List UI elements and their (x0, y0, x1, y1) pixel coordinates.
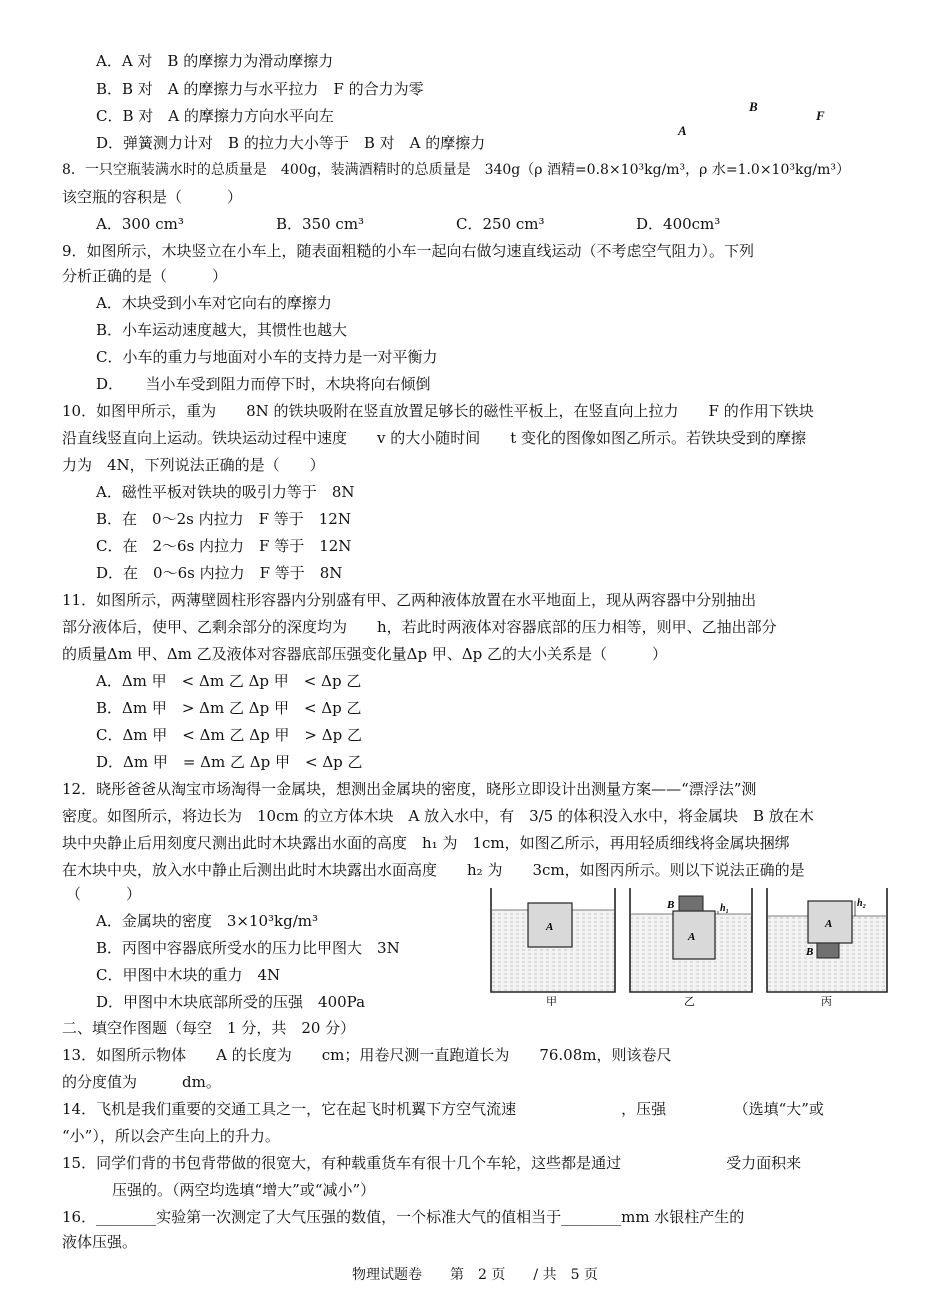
q10-option-a: A．磁性平板对铁块的吸引力等于 8N (96, 483, 355, 501)
q9-option-c: C．小车的重力与地面对小车的支持力是一对平衡力 (96, 348, 438, 366)
q7-option-b: B．B 对 A 的摩擦力与水平拉力 F 的合力为零 (96, 80, 424, 98)
label-b-yi: B (667, 899, 675, 911)
container-bing (767, 888, 887, 992)
label-b-bing: B (806, 946, 814, 958)
q11-option-a: A．Δm 甲 < Δm 乙 Δp 甲 < Δp 乙 (96, 672, 362, 690)
q7-option-a: A．A 对 B 的摩擦力为滑动摩擦力 (96, 52, 334, 70)
label-h1: h₁ (720, 903, 730, 914)
q10-stem-line3: 力为 4N，下列说法正确的是（ ） (62, 456, 325, 474)
q11-stem-line1: 11．如图所示，两薄壁圆柱形容器内分别盛有甲、乙两种液体放置在水平地面上，现从两容器中分别抽出 (62, 591, 757, 609)
q16-stem-line2: 液体压强。 (62, 1233, 138, 1251)
q9-option-a: A．木块受到小车对它向右的摩擦力 (96, 294, 332, 312)
q12-figure (486, 884, 890, 1006)
q11-stem-line3: 的质量Δm 甲、Δm 乙及液体对容器底部压强变化量Δp 甲、Δp 乙的大小关系是（ ） (62, 645, 668, 663)
page-footer: 物理试题卷 第 2 页 / 共 5 页 (352, 1267, 598, 1283)
q12-stem-line1: 12．晓彤爸爸从淘宝市场淘得一金属块，想测出金属块的密度，晓彤立即设计出测量方案——“漂浮法”测 (62, 780, 757, 798)
caption-bing: 丙 (821, 996, 832, 1006)
q9-stem-line1: 9．如图所示，木块竖立在小车上，随表面粗糙的小车一起向右做匀速直线运动（不考虑空气阻力）。下列 (62, 242, 755, 260)
caption-jia: 甲 (546, 996, 557, 1006)
q7-figure-label-b: B (749, 99, 758, 114)
q9-stem-line2: 分析正确的是（ ） (62, 267, 228, 285)
q11-stem-line2: 部分液体后，使甲、乙剩余部分的深度均为 h，若此时两液体对容器底部的压力相等，则甲、乙抽出部分 (62, 618, 777, 636)
q12-option-c: C．甲图中木块的重力 4N (96, 966, 281, 984)
q12-stem-line3: 块中央静止后用刻度尺测出此时木块露出水面的高度 h₁ 为 1cm，如图乙所示，再用轻质细线将金属块捆绑 (62, 834, 790, 852)
label-a-bing: A (825, 918, 833, 930)
caption-yi: 乙 (684, 996, 695, 1006)
q8-stem-line2: 该空瓶的容积是（ ） (62, 188, 243, 206)
q7-figure-label-f: F (816, 108, 825, 123)
block-b-yi (679, 896, 703, 911)
q11-option-c: C．Δm 甲 < Δm 乙 Δp 甲 > Δp 乙 (96, 726, 362, 744)
q9-option-d: D． 当小车受到阻力而停下时，木块将向右倾倒 (96, 375, 431, 393)
q11-option-b: B．Δm 甲 > Δm 乙 Δp 甲 < Δp 乙 (96, 699, 362, 717)
container-jia (491, 888, 615, 992)
q16-stem-line1: 16．________实验第一次测定了大气压强的数值，一个标准大气的值相当于________mm 水银柱产生的 (62, 1208, 745, 1226)
label-a-jia: A (546, 921, 554, 933)
q14-stem-line1: 14．飞机是我们重要的交通工具之一，它在起飞时机翼下方空气流速 ，压强 （选填“大”或 (62, 1100, 824, 1118)
q7-option-c: C．B 对 A 的摩擦力方向水平向左 (96, 107, 334, 125)
q8-option-d: D．400cm³ (636, 215, 721, 233)
q14-stem-line2: “小”），所以会产生向上的升力。 (62, 1127, 280, 1145)
q10-option-d: D．在 0～6s 内拉力 F 等于 8N (96, 564, 343, 582)
q12-stem-line4: 在木块中央，放入水中静止后测出此时木块露出水面高度 h₂ 为 3cm，如图丙所示。则以下说法正确的是 (62, 861, 805, 879)
label-a-yi: A (688, 931, 696, 943)
q13-stem-line1: 13．如图所示物体 A 的长度为 cm；用卷尺测一直跑道长为 76.08m，则该卷尺 (62, 1046, 672, 1064)
q10-option-b: B．在 0～2s 内拉力 F 等于 12N (96, 510, 351, 528)
q12-option-a: A．金属块的密度 3×10³kg/m³ (96, 912, 319, 930)
q8-option-c: C．250 cm³ (456, 215, 545, 233)
container-yi (630, 888, 752, 992)
q9-option-b: B．小车运动速度越大，其惯性也越大 (96, 321, 348, 339)
q12-stem-line2: 密度。如图所示，将边长为 10cm 的立方体木块 A 放入水中，有 3/5 的体积没入水中，将金属块 B 放在木 (62, 807, 814, 825)
section-2-heading: 二、填空作图题（每空 1 分，共 20 分） (62, 1019, 356, 1037)
q13-stem-line2: 的分度值为 dm。 (62, 1073, 221, 1091)
q8-option-b: B．350 cm³ (276, 215, 365, 233)
q10-stem-line2: 沿直线竖直向上运动。铁块运动过程中速度 v 的大小随时间 t 变化的图像如图乙所示。若铁块受到的摩擦 (62, 429, 807, 447)
label-h2: h₂ (857, 898, 867, 909)
q10-stem-line1: 10．如图甲所示，重为 8N 的铁块吸附在竖直放置足够长的磁性平板上，在竖直向上拉力 F 的作用下铁块 (62, 402, 814, 420)
q12-option-b: B．丙图中容器底所受水的压力比甲图大 3N (96, 939, 400, 957)
q7-option-d: D．弹簧测力计对 B 的拉力大小等于 B 对 A 的摩擦力 (96, 134, 486, 152)
q15-stem-line2: 压强的。（两空均选填“增大”或“减小”） (112, 1181, 376, 1199)
q7-figure-label-a: A (678, 123, 687, 138)
q10-option-c: C．在 2～6s 内拉力 F 等于 12N (96, 537, 352, 555)
q15-stem-line1: 15．同学们背的书包背带做的很宽大，有种载重货车有很十几个车轮，这些都是通过 受力面积来 (62, 1154, 802, 1172)
q8-option-a: A．300 cm³ (96, 215, 184, 233)
q11-option-d: D．Δm 甲 = Δm 乙 Δp 甲 < Δp 乙 (96, 753, 363, 771)
q12-option-d: D．甲图中木块底部所受的压强 400Pa (96, 993, 366, 1011)
q8-stem-line1: 8．一只空瓶装满水时的总质量是 400g，装满酒精时的总质量是 340g（ρ 酒精=0.8×10³kg/m³，ρ 水=1.0×10³kg/m³） (62, 162, 851, 178)
block-b-bing (817, 943, 839, 958)
q12-stem-line5: （ ） (66, 885, 142, 903)
